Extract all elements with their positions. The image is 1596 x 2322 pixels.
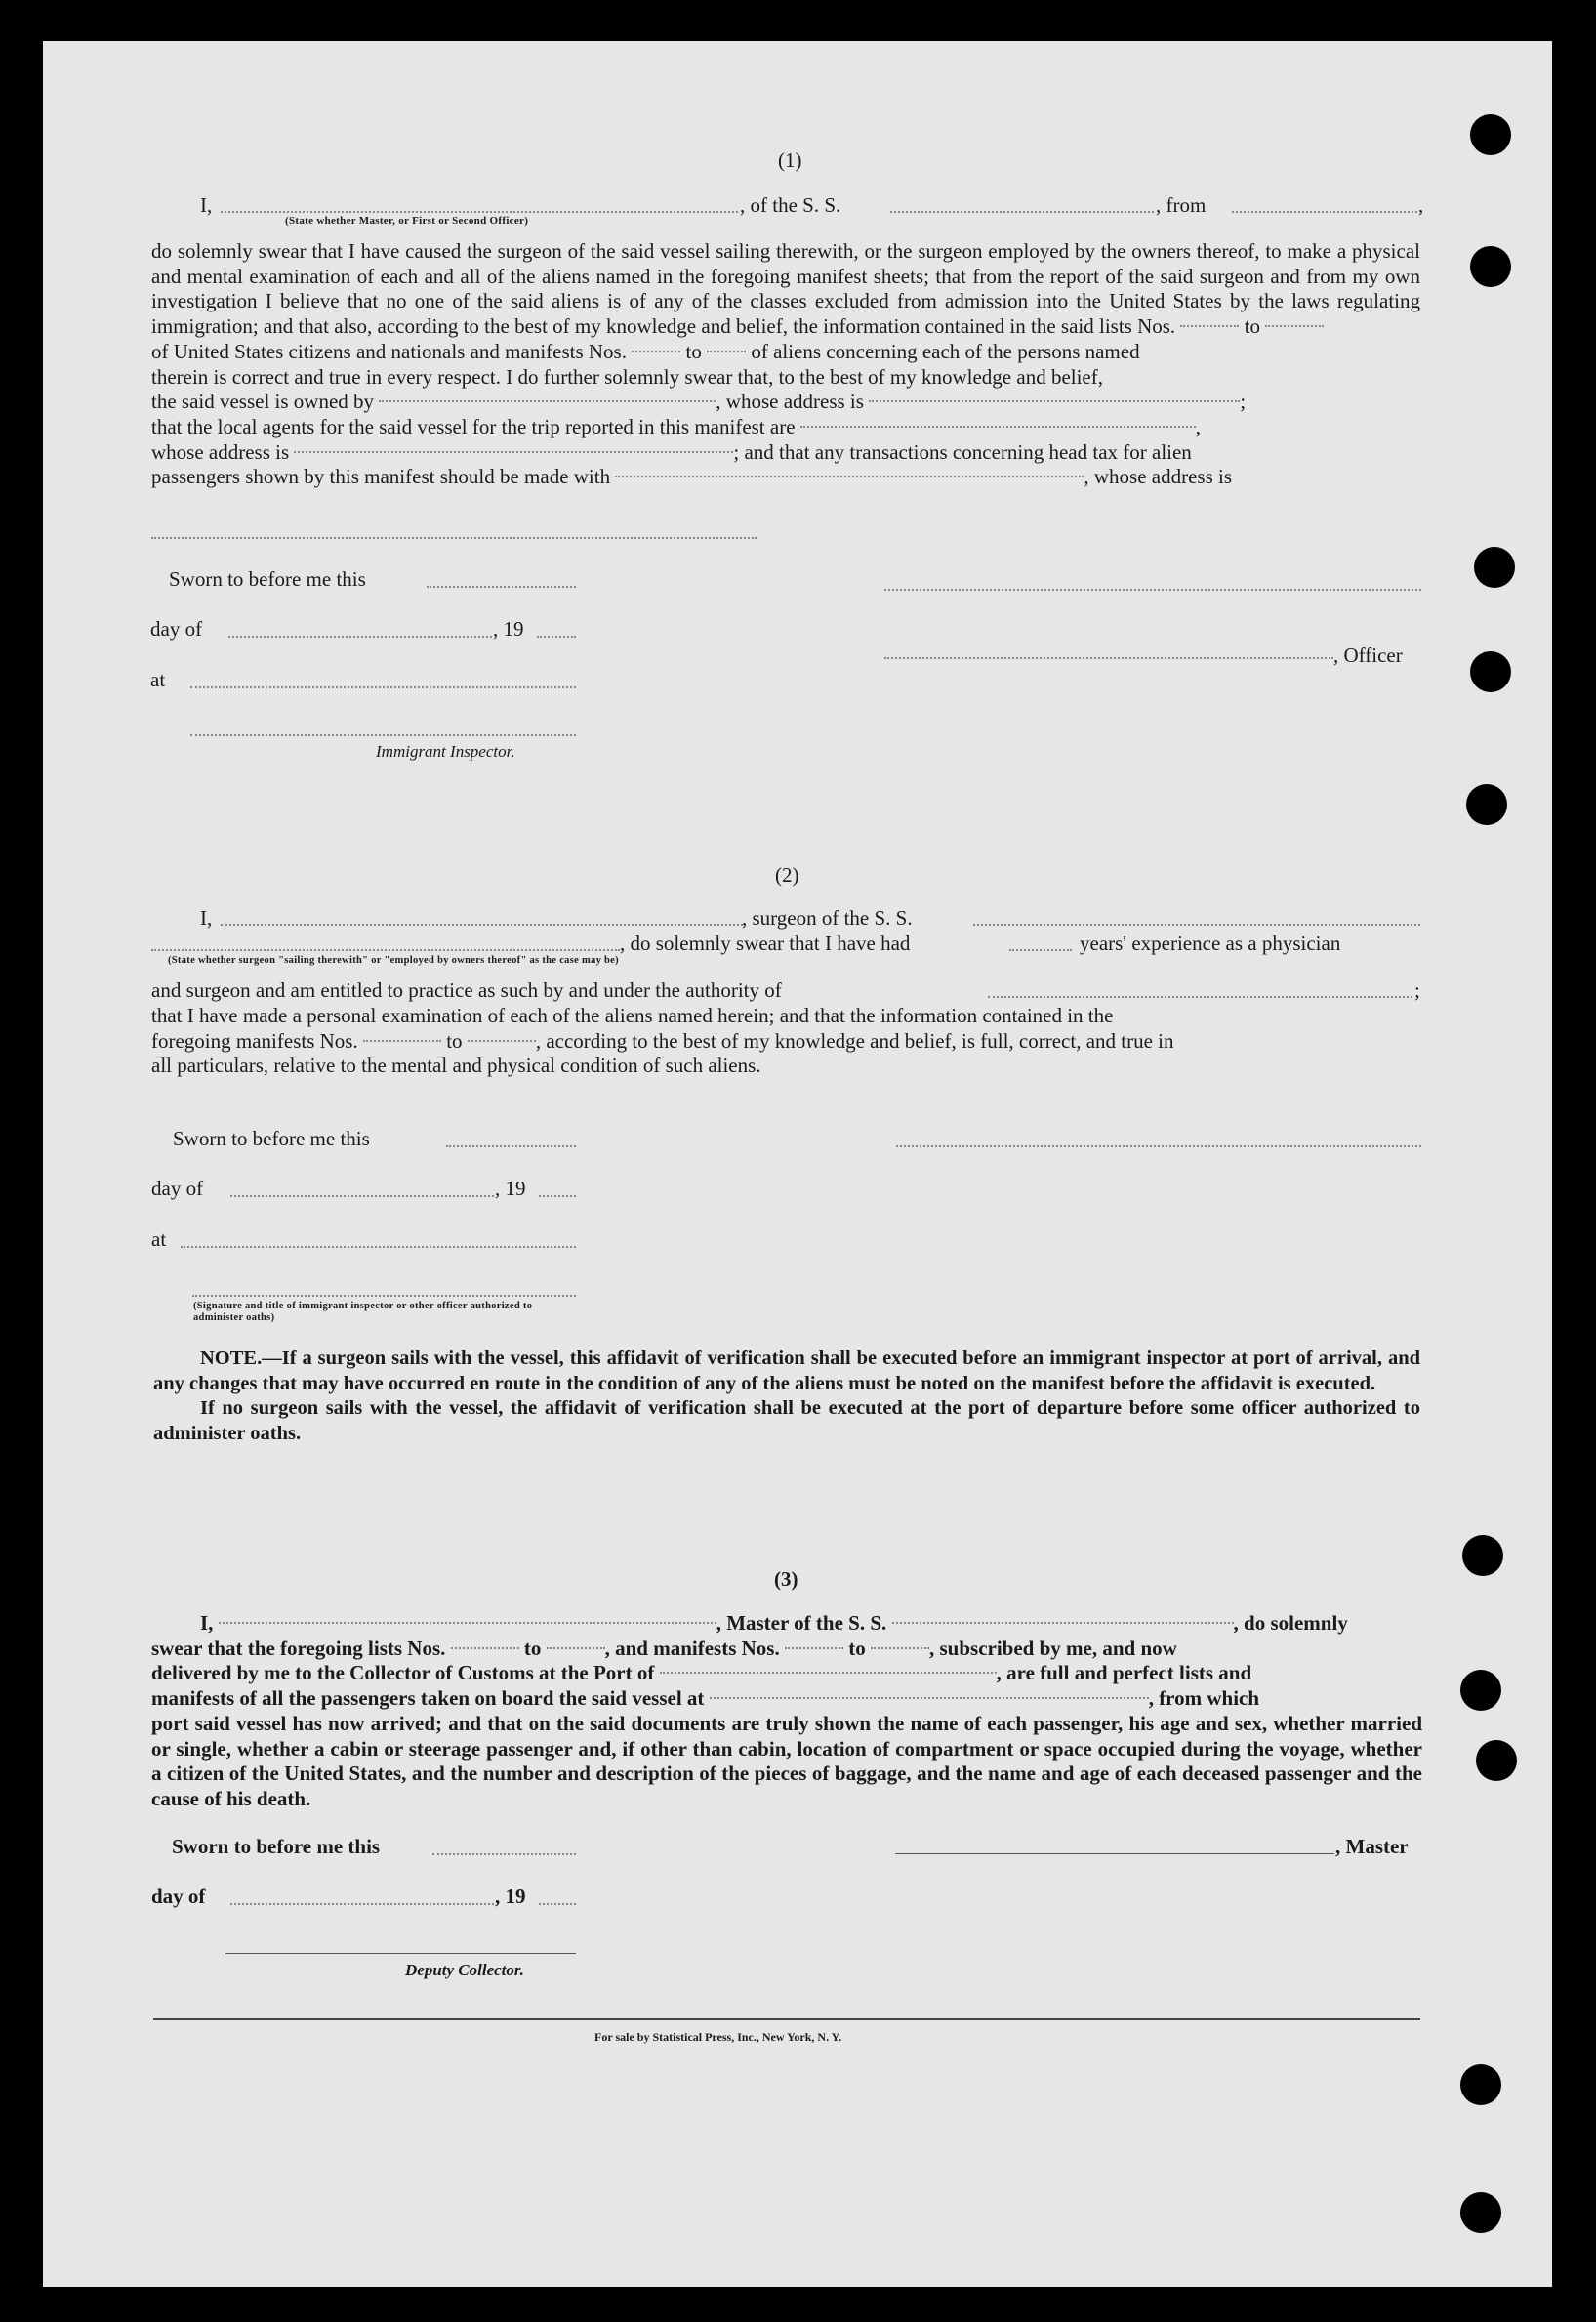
s1-passengers: passengers shown by this manifest should be made with — [151, 465, 611, 489]
s3-to2: to — [848, 1636, 866, 1660]
s3-swear: swear that the foregoing lists Nos. — [151, 1636, 446, 1660]
s1-comma: , — [1418, 193, 1424, 217]
s2-month-field[interactable] — [230, 1195, 494, 1197]
s3-deputy-caption: Deputy Collector. — [405, 1961, 524, 1979]
s2-foregoing: foregoing manifests Nos. — [151, 1028, 358, 1053]
s1-whose-address-is: whose address is — [151, 439, 290, 464]
s1-at-field[interactable] — [190, 686, 576, 688]
note-text-1: —If a surgeon sails with the vessel, this affidavit of verification shall be executed before an immigrant inspector at port of arrival, and any changes that may have occurred en route in the condition of any of the aliens must be noted on the manifest before the affidavit is executed. — [153, 1348, 1420, 1394]
s2-sworn: Sworn to before me this — [173, 1127, 370, 1150]
s3-lists-from-field[interactable] — [451, 1647, 519, 1649]
s2-surgeon-name-field[interactable] — [221, 924, 743, 926]
s1-month-field[interactable] — [228, 636, 492, 638]
s3-vessel-field[interactable] — [892, 1622, 1234, 1624]
s1-head-tax: ; and that any transactions concerning head tax for alien — [733, 439, 1192, 464]
s3-master-of: , Master of the S. S. — [716, 1611, 887, 1635]
s1-inspector-caption: Immigrant Inspector. — [376, 742, 515, 761]
s2-day-of: day of — [151, 1177, 204, 1200]
s1-day-of: day of — [150, 617, 203, 641]
s1-line3: therein is correct and true in every respect. I do further solemnly swear that, to the best of my knowledge and belief, — [151, 364, 1103, 389]
s2-signature-field[interactable] — [896, 1145, 1421, 1147]
s1-agents-field[interactable] — [800, 426, 1196, 428]
punch-hole — [1474, 547, 1515, 588]
s1-sworn: Sworn to before me this — [169, 567, 366, 591]
s3-manifest-to-field[interactable] — [871, 1647, 929, 1649]
punch-hole — [1476, 1740, 1517, 1781]
s3-year-field[interactable] — [539, 1903, 576, 1905]
s2-years: years' experience as a physician — [1080, 932, 1341, 955]
s2-authority-field[interactable] — [988, 996, 1412, 998]
s3-collector-field[interactable] — [225, 1953, 576, 1954]
note-label: NOTE. — [200, 1348, 263, 1369]
s3-master: , Master — [1335, 1835, 1409, 1858]
s2-capacity-field[interactable] — [151, 949, 620, 951]
section-3-number: (3) — [774, 1567, 798, 1591]
s3-body-text: port said vessel has now arrived; and that on the said documents are truly shown the name of each passenger, his age and sex, whether married or single, whether a cabin or steerage passenger and, if other than cabin, location of compartment or space occupied during the voyage, whether a citizen of the United States, and the number and description of the pieces of baggage, and the name and age of each deceased passenger and the cause of his death. — [151, 1711, 1422, 1810]
s1-line2: of United States citizens and nationals and manifests Nos. — [151, 339, 627, 363]
punch-hole — [1460, 1670, 1501, 1711]
s3-lists-to-field[interactable] — [547, 1647, 605, 1649]
s2-signature-note: (Signature and title of immigrant inspector or other officer authorized to administer oaths) — [193, 1301, 533, 1323]
s2-manifest-from-field[interactable] — [363, 1040, 441, 1042]
bottom-rule — [153, 2018, 1420, 2020]
s1-local-agents: that the local agents for the said vessel for the trip reported in this manifest are — [151, 414, 796, 438]
s1-state-note: (State whether Master, or First or Second Officer) — [285, 215, 529, 227]
s2-surgeon-of: , surgeon of the S. S. — [742, 906, 913, 930]
s1-lists-to-field[interactable] — [1265, 325, 1324, 327]
s1-to2: to — [685, 339, 702, 363]
s2-body — [151, 1004, 1420, 1079]
s1-nineteen: , 19 — [493, 617, 524, 641]
punch-hole — [1470, 246, 1511, 287]
s1-from: , from — [1156, 193, 1207, 217]
s1-signature-field[interactable] — [884, 589, 1421, 591]
s1-manifest-from-field[interactable] — [632, 351, 680, 352]
s1-to1: to — [1244, 314, 1261, 339]
s3-nineteen: , 19 — [495, 1885, 526, 1908]
s3-full: , are full and perfect lists and — [996, 1661, 1252, 1685]
punch-hole — [1460, 2064, 1501, 2105]
s3-i-label: I, — [200, 1611, 214, 1635]
s3-body — [151, 1611, 1422, 1812]
punch-hole — [1470, 651, 1511, 692]
s2-vessel-field[interactable] — [973, 924, 1420, 926]
s2-inspector-field[interactable] — [192, 1295, 576, 1297]
s3-master-name-field[interactable] — [219, 1622, 716, 1624]
s1-body: do solemnly swear that I have caused the surgeon of the said vessel sailing therewith, or the surgeon employed by the owners thereof, to make a physical and mental examination of each and all of the aliens named in the foregoing manifest sheets; that from the report of the said surgeon and from my own investigation I believe that no one of the said aliens is of any of the classes excluded from admission into the United States by the laws regulating immigration; and that also, according to the best of my knowledge and belief, the information contained in the said lists Nos. to of United States citizens and nationals and manifests Nos. to of aliens concerning each of the persons named therein is correct and true in every respect. I do further solemnly swear that, to the best of my knowledge and belief, the said vessel is owned by , whose address is ; that the local agents for the said vessel for the trip reported in this manifest are , whose address is ; and that any transactions concerning head tax for alien passengers shown by this manifest should be made with , whose address is — [151, 239, 1420, 489]
s1-sworn-date-field[interactable] — [427, 586, 576, 588]
s3-delivered: delivered by me to the Collector of Customs at the Port of — [151, 1661, 655, 1685]
s3-manifests: , and manifests Nos. — [604, 1636, 780, 1660]
s3-sworn-date-field[interactable] — [432, 1853, 576, 1855]
s3-month-field[interactable] — [230, 1903, 494, 1905]
s1-i-label: I, — [200, 193, 213, 217]
s2-state-note: (State whether surgeon "sailing therewith" or "employed by owners thereof" as the case may be) — [168, 955, 619, 966]
punch-hole — [1460, 2192, 1501, 2233]
s2-according: , according to the best of my knowledge and belief, is full, correct, and true in — [535, 1028, 1174, 1053]
s1-whose-address: , whose address is — [716, 390, 864, 414]
s1-year-field[interactable] — [537, 636, 576, 638]
s3-signature-field[interactable] — [895, 1853, 1334, 1854]
s1-owner-address-field[interactable] — [869, 400, 1240, 402]
s3-to1: to — [523, 1636, 542, 1660]
s1-agents-address-field[interactable] — [294, 451, 733, 453]
s1-manifest-to-field[interactable] — [707, 351, 746, 352]
s2-at: at — [151, 1227, 167, 1251]
s2-entitled: and surgeon and am entitled to practice as such by and under the authority of — [151, 978, 782, 1002]
s3-port-field[interactable] — [660, 1672, 997, 1674]
s2-sworn-date-field[interactable] — [446, 1145, 576, 1147]
s3-manifest-from-field[interactable] — [785, 1647, 843, 1649]
note-block — [153, 1347, 1420, 1446]
s2-to: to — [446, 1028, 463, 1053]
s2-year-field[interactable] — [539, 1195, 576, 1197]
s2-manifest-to-field[interactable] — [468, 1040, 536, 1042]
s2-nineteen: , 19 — [495, 1177, 526, 1200]
s1-officer-name-field[interactable] — [221, 211, 738, 213]
section-2-number: (2) — [775, 863, 799, 887]
s3-manifests-all: manifests of all the passengers taken on board the said vessel at — [151, 1686, 705, 1711]
s1-vessel-field[interactable] — [890, 211, 1154, 213]
s1-owned-by: the said vessel is owned by — [151, 390, 375, 414]
s1-head-tax-agent-field[interactable] — [615, 476, 1084, 477]
section-1-number: (1) — [778, 148, 802, 172]
s2-at-field[interactable] — [181, 1246, 576, 1248]
s2-i-label: I, — [200, 906, 213, 930]
footer-imprint: For sale by Statistical Press, Inc., New York, N. Y. — [594, 2030, 842, 2044]
s1-body-text: do solemnly swear that I have caused the surgeon of the said vessel sailing therewith, or the surgeon employed by the owners thereof, to make a physical and mental examination of each and all of the aliens named in the foregoing manifest sheets; that from the report of the said surgeon and from my own investigation I believe that no one of the said aliens is of any of the classes excluded from admission into the United States by the laws regulating immigration; and that also, according to the best of my knowledge and belief, the information contained in the said lists Nos. — [151, 239, 1420, 339]
s1-lists-from-field[interactable] — [1180, 325, 1239, 327]
s1-of-ss: , of the S. S. — [740, 193, 841, 217]
s1-owner-field[interactable] — [379, 400, 716, 402]
s1-at: at — [150, 668, 166, 691]
s1-address-continuation-field[interactable] — [151, 537, 757, 539]
punch-hole — [1470, 114, 1511, 155]
s2-years-field[interactable] — [1009, 949, 1072, 951]
s1-officer: , Officer — [1333, 643, 1403, 667]
punch-hole — [1462, 1535, 1503, 1576]
s1-line2b: of aliens concerning each of the persons named — [751, 339, 1140, 363]
s3-day-of: day of — [151, 1885, 206, 1908]
s2-examination: that I have made a personal examination of each of the aliens named herein; and that the information contained in the — [151, 1004, 1114, 1027]
s1-from-field[interactable] — [1232, 211, 1417, 213]
note-text-2: If no surgeon sails with the vessel, the affidavit of verification shall be executed at the port of departure before some officer authorized to administer oaths. — [153, 1397, 1420, 1444]
punch-hole — [1466, 784, 1507, 825]
s3-subscribed: , subscribed by me, and now — [928, 1636, 1177, 1660]
s1-whose-address-end: , whose address is — [1084, 465, 1233, 489]
s2-solemnly: , do solemnly swear that I have had — [620, 932, 911, 955]
s3-sworn: Sworn to before me this — [172, 1835, 381, 1858]
s1-inspector-field[interactable] — [190, 734, 576, 736]
s1-officer-field[interactable] — [884, 657, 1333, 659]
s3-do-solemnly: , do solemnly — [1233, 1611, 1348, 1635]
s2-semicolon: ; — [1414, 978, 1420, 1002]
s2-particulars: all particulars, relative to the mental and physical condition of such aliens. — [151, 1054, 761, 1078]
s3-from-which: , from which — [1148, 1686, 1260, 1711]
s3-departure-port-field[interactable] — [710, 1697, 1149, 1699]
